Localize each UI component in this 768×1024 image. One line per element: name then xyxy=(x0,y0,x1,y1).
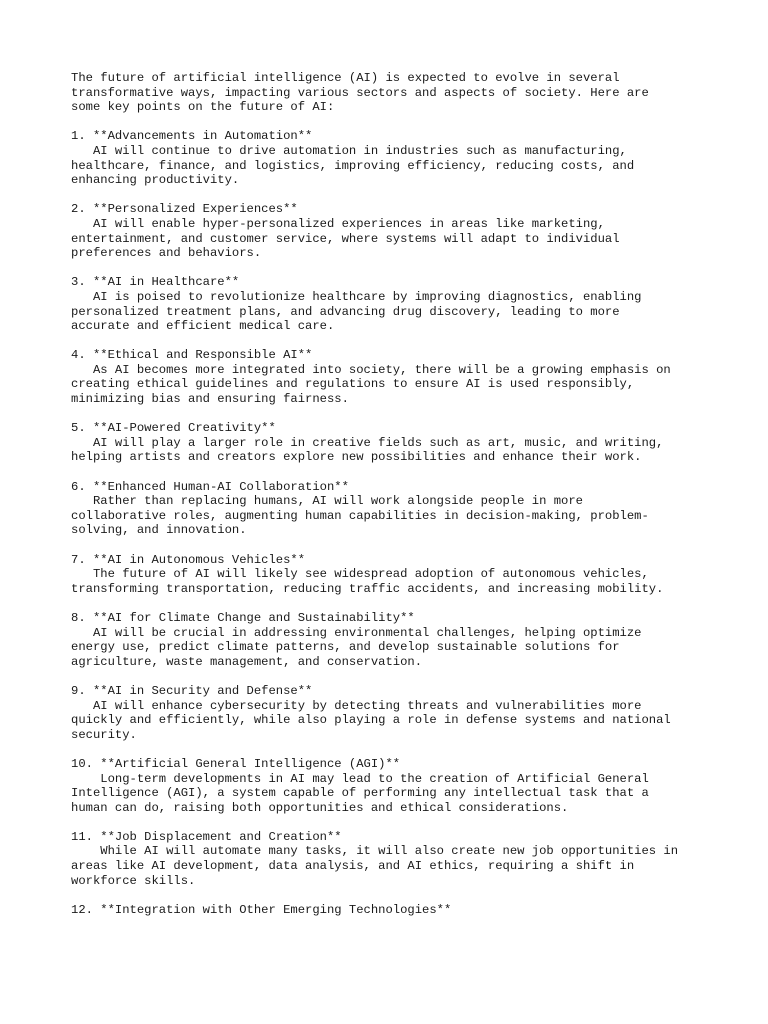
list-item: 7. **AI in Autonomous Vehicles** The future of AI will likely see widespread adoption of autonomous vehicles, transforming transportation, reducing traffic accidents, and increasing mobility. xyxy=(71,552,664,596)
list-item: 12. **Integration with Other Emerging Technologies** xyxy=(71,902,452,917)
list-item: 5. **AI-Powered Creativity** AI will play a larger role in creative fields such as art, music, and writing, helping artists and creators explore new possibilities and enhance their work. xyxy=(71,421,664,465)
spacer xyxy=(71,334,711,349)
spacer xyxy=(71,742,711,757)
list-item: 1. **Advancements in Automation** AI will continue to drive automation in industries such as manufacturing, healthcare, finance, and logistics, improving efficiency, reducing costs, and enhancing productivity. xyxy=(71,129,635,188)
spacer xyxy=(71,115,711,130)
spacer xyxy=(71,815,711,830)
document-page xyxy=(71,71,711,917)
list-item: 11. **Job Displacement and Creation** While AI will automate many tasks, it will also create new job opportunities in areas like AI development, data analysis, and AI ethics, requiring a shift in workforce skills. xyxy=(71,829,679,888)
list-item: 3. **AI in Healthcare** AI is poised to revolutionize healthcare by improving diagnostics, enabling personalized treatment plans, and advancing drug discovery, leading to more accurate and efficient medical care. xyxy=(71,275,642,334)
spacer xyxy=(71,465,711,480)
list-item: 10. **Artificial General Intelligence (AGI)** Long-term developments in AI may lead to the creation of Artificial General Intelligence (AGI), a system capable of performing any intellectual task that a human can do, raising both opportunities and ethical considerations. xyxy=(71,756,649,815)
spacer xyxy=(71,538,711,553)
spacer xyxy=(71,407,711,422)
spacer xyxy=(71,596,711,611)
intro-paragraph: The future of artificial intelligence (AI) is expected to evolve in several transformative ways, impacting various sectors and aspects of society. Here are some key points on the future of AI: xyxy=(71,71,649,115)
list-item: 8. **AI for Climate Change and Sustainability** AI will be crucial in addressing environmental challenges, helping optimize energy use, predict climate patterns, and develop sustainable solutions for agriculture, waste management, and conservation. xyxy=(71,610,642,669)
spacer xyxy=(71,888,711,903)
spacer xyxy=(71,261,711,276)
list-item: 6. **Enhanced Human-AI Collaboration** Rather than replacing humans, AI will work alongside people in more collaborative roles, augmenting human capabilities in decision-making, problem- solving, and innovation. xyxy=(71,479,649,538)
spacer xyxy=(71,188,711,203)
spacer xyxy=(71,669,711,684)
list-item: 9. **AI in Security and Defense** AI will enhance cybersecurity by detecting threats and vulnerabilities more quickly and efficiently, while also playing a role in defense systems and national security. xyxy=(71,683,671,742)
list-item: 2. **Personalized Experiences** AI will enable hyper-personalized experiences in areas like marketing, entertainment, and customer service, where systems will adapt to individual preferences and behaviors. xyxy=(71,202,620,261)
list-item: 4. **Ethical and Responsible AI** As AI becomes more integrated into society, there will be a growing emphasis on creating ethical guidelines and regulations to ensure AI is used responsibly, minimizing bias and ensuring fairness. xyxy=(71,348,671,407)
